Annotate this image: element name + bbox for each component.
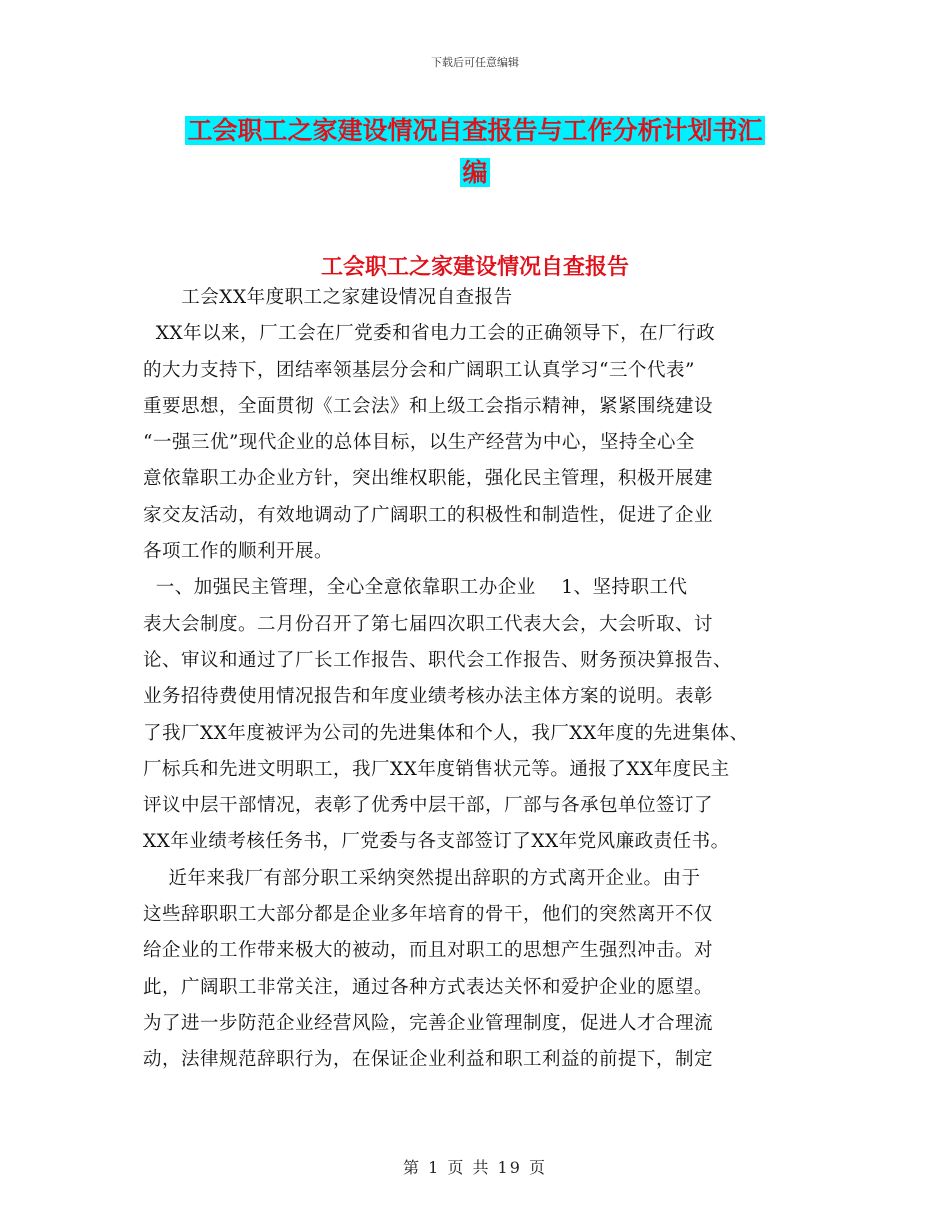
- page-footer: 第 1 页 共 19 页: [403, 1158, 547, 1177]
- body-line: 评议中层干部情况，表彰了优秀中层干部，厂部与各承包单位签订了: [143, 795, 714, 817]
- body-line: 动，法律规范辞职行为，在保证企业利益和职工利益的前提下，制定: [143, 1049, 714, 1071]
- body-line: 论、审议和通过了厂长工作报告、职代会工作报告、财务预决算报告、: [143, 649, 733, 671]
- main-title-line2: [0, 158, 950, 188]
- main-title-text-1: 工会职工之家建设情况自查报告与工作分析计划书汇: [187, 116, 763, 145]
- body-line: 业务招待费使用情况报告和年度业绩考核办法主体方案的说明。表彰: [143, 686, 714, 708]
- body-line: 各项工作的顺利开展。: [143, 541, 334, 563]
- body-text: [143, 280, 823, 1079]
- body-line: 表大会制度。二月份召开了第七届四次职工代表大会，大会听取、讨: [143, 613, 714, 635]
- main-title-line1: [0, 116, 950, 146]
- header-note: 下载后可任意编辑: [431, 56, 519, 69]
- body-line: 此，广阔职工非常关注，通过各种方式表达关怀和爱护企业的愿望。: [143, 976, 714, 998]
- body-line: “一强三优”现代企业的总体目标，以生产经营为中心，坚持全心全: [143, 432, 695, 454]
- body-line: 一、加强民主管理，全心全意依靠职工办企业 1、坚持职工代: [143, 577, 688, 599]
- body-line: XX年业绩考核任务书，厂党委与各支部签订了XX年党风廉政责任书。: [143, 831, 730, 853]
- body-line: 厂标兵和先进文明职工，我厂XX年度销售状元等。通报了XX年度民主: [143, 758, 730, 780]
- body-line: 意依靠职工办企业方针，突出维权职能，强化民主管理，积极开展建: [143, 468, 714, 490]
- body-line: 给企业的工作带来极大的被动，而且对职工的思想产生强烈冲击。对: [143, 940, 714, 962]
- body-line: 工会XX年度职工之家建设情况自查报告: [143, 287, 513, 308]
- body-line: 这些辞职职工大部分都是企业多年培育的骨干，他们的突然离开不仅: [143, 904, 714, 926]
- body-line: 重要思想，全面贯彻《工会法》和上级工会指示精神，紧紧围绕建设: [143, 395, 714, 417]
- body-line: XX年以来，厂工会在厂党委和省电力工会的正确领导下，在厂行政: [143, 323, 716, 345]
- body-line: 了我厂XX年度被评为公司的先进集体和个人，我厂XX年度的先进集体、: [143, 722, 749, 744]
- body-line: 的大力支持下，团结率领基层分会和广阔职工认真学习“三个代表”: [143, 359, 695, 381]
- section-title: 工会职工之家建设情况自查报告: [320, 255, 629, 280]
- main-title-text-2: 编: [462, 158, 488, 187]
- body-line: 家交友活动，有效地调动了广阔职工的积极性和制造性，促进了企业: [143, 504, 714, 526]
- body-line: 为了进一步防范企业经营风险，完善企业管理制度，促进人才合理流: [143, 1012, 714, 1034]
- body-line: 近年来我厂有部分职工采纳突然提出辞职的方式离开企业。由于: [143, 867, 701, 889]
